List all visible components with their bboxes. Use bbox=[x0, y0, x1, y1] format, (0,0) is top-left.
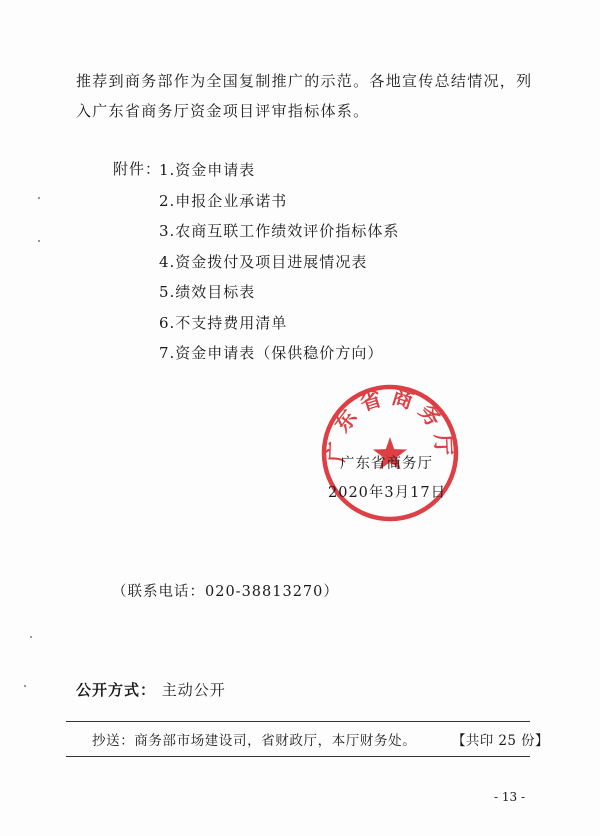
page-number: - 13 - bbox=[494, 790, 526, 804]
disclosure-method bbox=[76, 679, 226, 700]
body-line-2: 入广东省商务厅资金项目评审指标体系。 bbox=[76, 102, 370, 120]
footer-rule-top bbox=[66, 721, 530, 722]
disclosure-label: 公开方式： bbox=[76, 681, 157, 699]
scan-speck bbox=[30, 636, 32, 638]
scan-speck bbox=[38, 240, 40, 242]
scan-speck bbox=[24, 685, 26, 687]
scan-speck bbox=[38, 197, 40, 199]
footer-rule-bottom bbox=[66, 756, 530, 757]
attachments-list bbox=[159, 158, 399, 372]
attachment-item: 5.绩效目标表 bbox=[159, 283, 256, 301]
signing-organization: 广东省商务厅 bbox=[340, 456, 433, 472]
signing-date: 2020年3月17日 bbox=[328, 485, 447, 501]
attachments-heading: 附件： bbox=[113, 160, 162, 178]
attachment-item: 1.资金申请表 bbox=[159, 161, 256, 179]
print-copies: 【共印 25 份】 bbox=[452, 733, 549, 749]
attachment-item: 3.农商互联工作绩效评价指标体系 bbox=[159, 222, 400, 240]
attachment-item: 2.申报企业承诺书 bbox=[159, 191, 288, 210]
cc-recipients: 抄送：商务部市场建设司，省财政厅，本厅财务处。 bbox=[92, 733, 417, 749]
body-line-1: 推荐到商务部作为全国复制推广的示范。各地宣传总结情况，列 bbox=[76, 72, 533, 90]
attachment-item: 4.资金拨付及项目进展情况表 bbox=[159, 252, 368, 271]
disclosure-value: 主动公开 bbox=[161, 681, 226, 699]
contact-phone: （联系电话：020-38813270） bbox=[112, 584, 339, 600]
svg-text:广东省商务厅: 广东省商务厅 bbox=[324, 384, 456, 463]
attachment-item: 7.资金申请表（保供稳价方向） bbox=[159, 344, 384, 362]
attachment-item: 6.不支持费用清单 bbox=[159, 313, 288, 332]
body-paragraph bbox=[76, 66, 536, 126]
